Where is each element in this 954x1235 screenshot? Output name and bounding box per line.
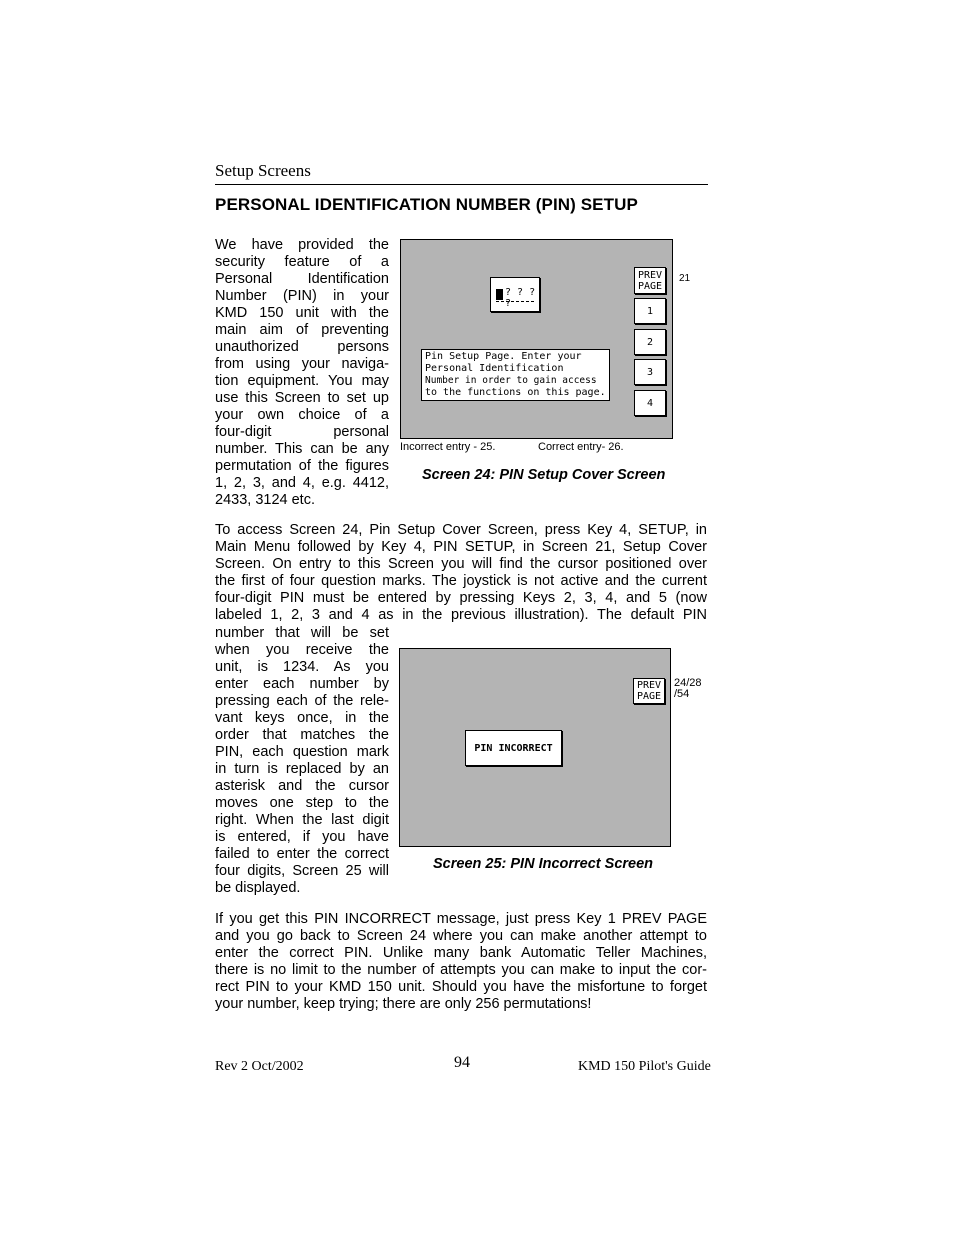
text-line: permutation of the figures <box>215 458 389 474</box>
text-line: 1, 2, 3, and 4, e.g. 4412, <box>215 475 389 491</box>
text-line: 2433, 3124 etc. <box>215 492 315 508</box>
key-3[interactable]: 3 <box>634 359 666 385</box>
text-line: If you get this PIN INCORRECT message, just press Key 1 PREV PAGE <box>215 911 707 927</box>
text-line: Main Menu followed by Key 4, PIN SETUP, in Screen 21, Setup Cover <box>215 539 707 555</box>
pin-entry-box <box>490 277 540 312</box>
prev-page-key[interactable]: PREV PAGE <box>633 678 665 704</box>
pin-incorrect-message: PIN INCORRECT <box>465 730 562 766</box>
message-line: to the functions on this page. <box>425 387 606 398</box>
text-line: your number, keep trying; there are only 256 permutations! <box>215 996 592 1012</box>
cursor-block <box>496 289 503 300</box>
screen24-figure <box>400 239 673 439</box>
key-2[interactable]: 2 <box>634 329 666 355</box>
access-paragraph <box>215 522 707 624</box>
key-1[interactable]: 1 <box>634 298 666 324</box>
text-line: We have provided the <box>215 237 389 253</box>
screen25-figure <box>399 648 671 847</box>
final-paragraph <box>215 911 707 1013</box>
screen25-ref-line: 24/28 <box>674 677 702 689</box>
message-line: Number in order to gain access <box>425 375 597 386</box>
text-line: is entered, if you have <box>215 829 389 845</box>
text-line: asterisk and the cursor <box>215 778 389 794</box>
text-line: when you receive the <box>215 642 389 658</box>
pin-display: ? ? ? ? <box>505 287 536 309</box>
text-line: be displayed. <box>215 880 301 896</box>
text-line: enter the correct PIN. Unlike many bank Automatic Teller Machines, <box>215 945 707 961</box>
text-line: order that matches the <box>215 727 389 743</box>
text-line: four-digit personal <box>215 424 389 440</box>
text-line: in turn is replaced by an <box>215 761 389 777</box>
text-line: four digits, Screen 25 will <box>215 863 389 879</box>
screen25-ref-line: /54 <box>674 688 690 700</box>
text-line: failed to enter the correct <box>215 846 389 862</box>
message-line: Pin Setup Page. Enter your <box>425 351 582 362</box>
correct-entry-label: Correct entry- 26. <box>538 441 624 453</box>
text-line: Number (PIN) in your <box>215 288 389 304</box>
text-line: unit, is 1234. As you <box>215 659 389 675</box>
text-line: from using your naviga- <box>215 356 389 372</box>
text-line: vant keys once, in the <box>215 710 389 726</box>
key-4[interactable]: 4 <box>634 390 666 416</box>
footer-guide-title: KMD 150 Pilot's Guide <box>578 1059 711 1074</box>
footer-revision: Rev 2 Oct/2002 <box>215 1059 304 1074</box>
text-line: security feature of a <box>215 254 389 270</box>
access-paragraph-continued <box>215 625 389 897</box>
text-line: labeled 1, 2, 3 and 4 as in the previous illustration). The default PIN <box>215 607 707 623</box>
prev-page-key[interactable]: PREV PAGE <box>634 267 666 294</box>
pin-setup-message <box>421 349 610 401</box>
text-line: number. This can be any <box>215 441 389 457</box>
page-number: 94 <box>454 1054 470 1071</box>
text-line: the first of four question marks. The joystick is not active and the current <box>215 573 707 589</box>
text-line: there is no limit to the number of attempts you can make to input the cor- <box>215 962 707 978</box>
header-rule <box>215 184 708 185</box>
incorrect-entry-label: Incorrect entry - 25. <box>400 441 496 453</box>
page-title: PERSONAL IDENTIFICATION NUMBER (PIN) SETUP <box>215 195 638 214</box>
text-line: To access Screen 24, Pin Setup Cover Screen, press Key 4, SETUP, in <box>215 522 707 538</box>
text-line: four-digit PIN must be entered by pressing Keys 2, 3, 4, and 5 (now <box>215 590 707 606</box>
text-line: moves one step to the <box>215 795 389 811</box>
text-line: unauthorized persons <box>215 339 389 355</box>
screen25-caption: Screen 25: PIN Incorrect Screen <box>433 856 654 872</box>
text-line: PIN, each question mark <box>215 744 389 760</box>
text-line: main aim of preventing <box>215 322 389 338</box>
text-line: use this Screen to set up <box>215 390 389 406</box>
text-line: pressing each of the rele- <box>215 693 389 709</box>
text-line: your own choice of a <box>215 407 389 423</box>
screen24-caption: Screen 24: PIN Setup Cover Screen <box>422 467 666 483</box>
text-line: Screen. On entry to this Screen you will find the cursor positioned over <box>215 556 707 572</box>
intro-paragraph <box>215 237 389 509</box>
text-line: rect PIN to your KMD 150 unit. Should you have the misfortune to forget <box>215 979 707 995</box>
text-line: enter each number by <box>215 676 389 692</box>
text-line: number that will be set <box>215 625 389 641</box>
screen25-ref <box>674 678 702 700</box>
text-line: Personal Identification <box>215 271 389 287</box>
screen24-ref: 21 <box>679 273 691 284</box>
text-line: right. When the last digit <box>215 812 389 828</box>
message-line: Personal Identification <box>425 363 564 374</box>
section-header: Setup Screens <box>215 161 311 180</box>
text-line: tion equipment. You may <box>215 373 389 389</box>
pin-underline <box>496 301 534 302</box>
text-line: and you go back to Screen 24 where you can make another attempt to <box>215 928 707 944</box>
text-line: KMD 150 unit with the <box>215 305 389 321</box>
